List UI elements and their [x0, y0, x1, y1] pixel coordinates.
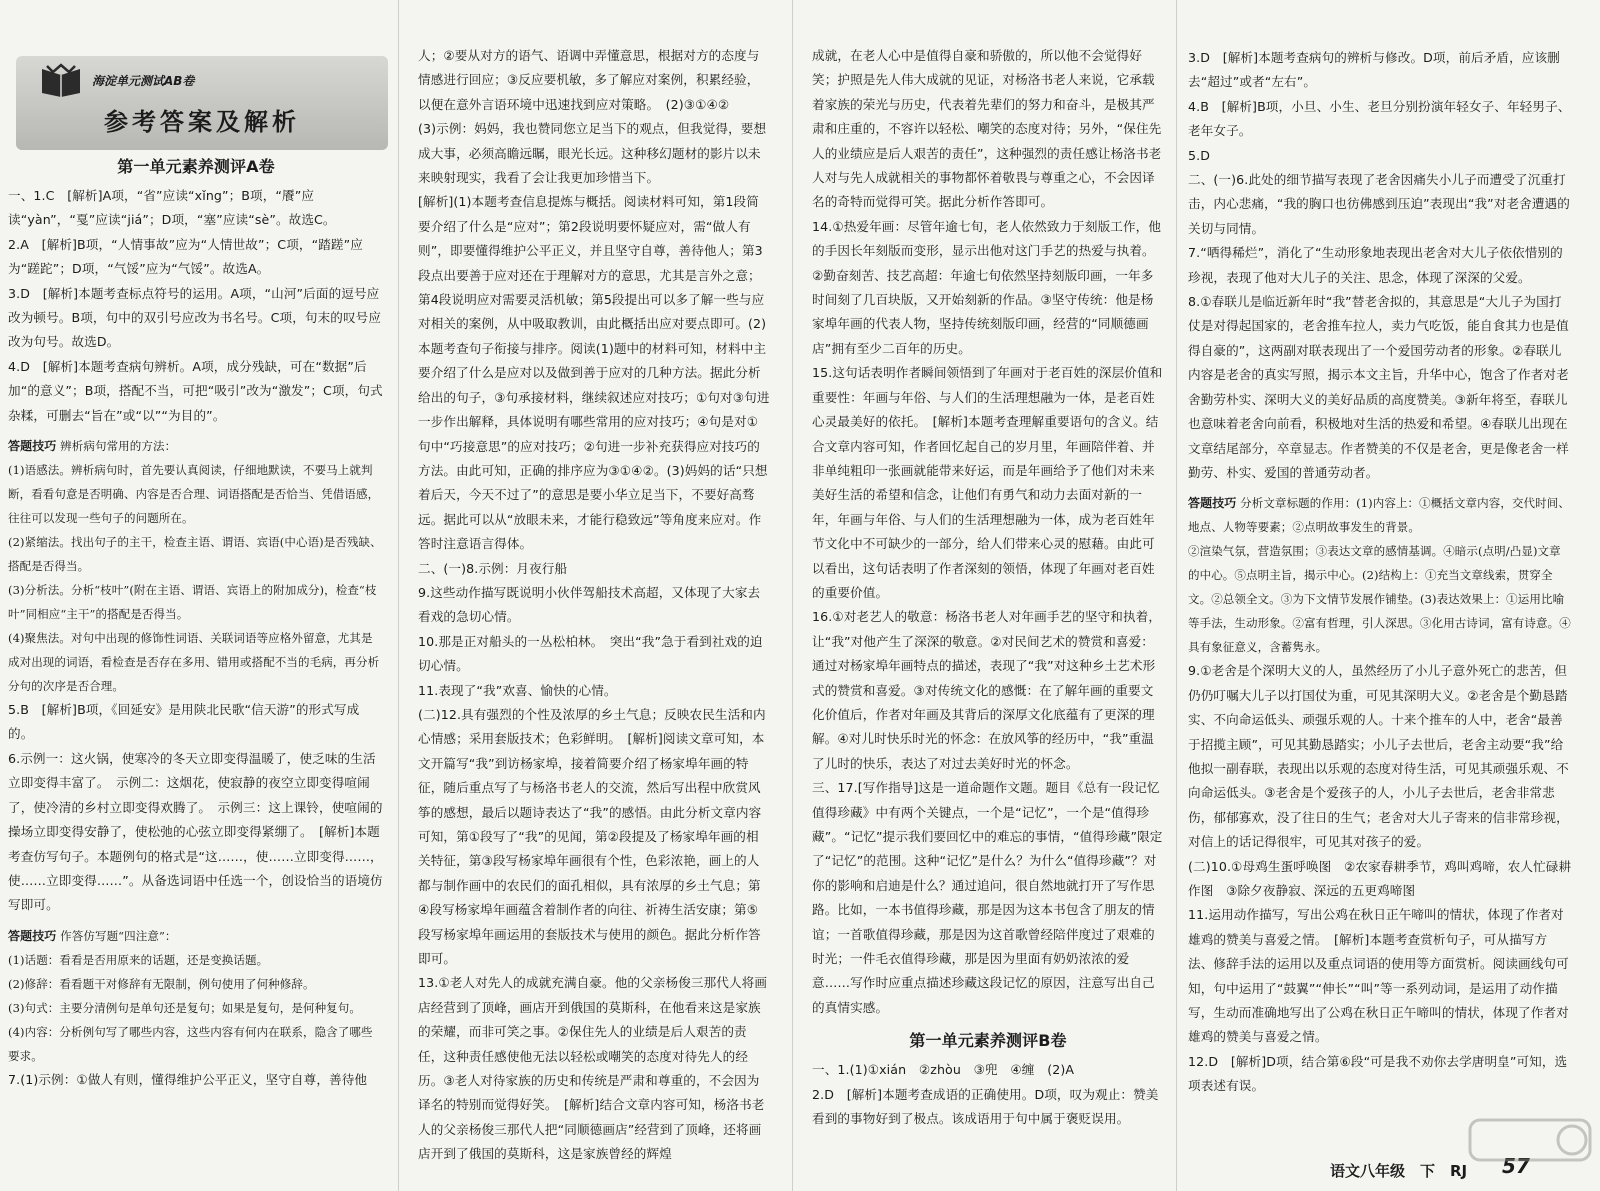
answer-b-7: 7.“哂得稀烂”，消化了“生动形象地表现出老舍对大儿子依依惜别的珍视，表现了他对大儿子的关注、思念，体现了深深的父爱。 — [1188, 245, 1563, 285]
tip-line: (4)内容：分析例句写了哪些内容，这些内容有何内在联系，隐含了哪些要求。 — [8, 1024, 373, 1063]
answer-b-2: 2.D [解析]本题考查成语的正确使用。D项，叹为观止：赞美看到的事物好到了极点。该成语用于句中属于褒贬误用。 — [812, 1086, 1159, 1127]
column-divider — [792, 0, 793, 1191]
column-1 — [8, 146, 384, 1186]
tip-box-title — [1188, 491, 1572, 659]
tip-line: (1)语感法。辨析病句时，首先要认真阅读，仔细地默读，不要马上就判断，看看句意是否明确、内容是否合理、词语搭配是否恰当、凭借语感，往往可以发现一些句子的问题所在。 — [8, 463, 380, 526]
column-divider — [398, 0, 399, 1191]
answer-b-11: 11.运用动作描写，写出公鸡在秋日正午啼叫的情状，体现了作者对雄鸡的赞美与喜爱之情。 [解析]本题考查赏析句子，可从描写方法、修辞手法的运用以及重点词语的使用等方面赏析。阅读画线句可知，句中运用了“鼓翼”“伸长”“叫”等一系列动词，是运用了动作描写，生动而准确地写出了公鸡在秋日正午啼叫的情状，体现了作者对雄鸡的赞美与喜爱之情。 — [1188, 907, 1569, 1045]
analysis-7: [解析](1)本题考查信息提炼与概括。阅读材料可知，第1段简要介绍了什么是“应对”；第2段说明要怀疑应对，需“做人有则”，即要懂得维护公平正义，并且坚守自尊，善待他人；第3段点出要善于应对还在于理解对方的意思，尤其是言外之意；第4段说明应对需要灵活机敏；第5段提出可以多了解一些与应对相关的案例，从中吸取教训，由此概括出应对要点即可。(2)本题考查句子衔接与排序。阅读(1)题中的材料可知，材料中主要介绍了什么是应对以及做到善于应对的几种方法。据此分析给出的句子，③句承接材料，继续叙述应对技巧；①句对③句进一步作出解释，具体说明有哪些常用的应对技巧；④句是对①句中“巧接意思”的应对技巧；②句进一步补充获得应对技巧的方法。由此可知，正确的排序应为③①④②。(3)妈妈的话“只想着后天，今天不过了”的意思是要小华立足当下，不要好高骛远。据此可以从“放眼未来，才能行稳致远”等角度来应对。作答时注意语言得体。 — [418, 194, 770, 552]
answer-6: 6.示例一：这火锅，使寒冷的冬天立即变得温暖了，使乏味的生活立即变得丰富了。 示例二：这烟花，使寂静的夜空立即变得喧闹了，使冷清的乡村立即变得欢腾了。 示例三：这上课铃，使喧闹的操场立即变得安静了，使松弛的心弦立即变得紧绷了。 [解析]本题考查仿写句子。本题例句的格式是“这……，使……立即变得……，使……立即变得……”。从备选词语中任选一个，创设恰当的语境仿写即可。 — [8, 750, 383, 913]
answer-b-1: 一、1.(1)①xián ②zhòu ③兜 ④缠 (2)A — [812, 1062, 1075, 1078]
answer-14: 14.①热爱年画：尽管年逾七旬，老人依然致力于刻版工作，他的手因长年刻版而变形，显示出他对这门手艺的热爱与执着。②勤奋刻苦、技艺高超：年逾七旬依然坚持刻版印画，一年多时间刻了几百块版，又开始刻新的作品。③坚守传统：他是杨家埠年画的代表人物，坚持传统刻版印画，经营的“同顺德画店”拥有至少二百年的历史。 — [812, 218, 1162, 356]
answer-b-8: 8.①春联儿是临近新年时“我”替老舍拟的，其意思是“大儿子为国打仗是对得起国家的，老舍推车拉人，卖力气吃饭，能自食其力也是值得自豪的”，这两副对联表现出了一个爱国劳动者的形象。②春联儿内容是老舍的真实写照，揭示本文主旨，升华中心，饱含了作者对老舍勤劳朴实、深明大义的美好品质的高度赞美。③新年将至，春联儿也意味着老舍向前看，积极地对生活的热爱和希望。④春联儿出现在文章结尾部分，卒章显志。作者赞美的不仅是老舍，更是像老舍一样勤劳、朴实、爱国的普通劳动者。 — [1188, 294, 1569, 480]
page-title: 参考答案及解析 — [104, 108, 300, 136]
answer-5: 5.B [解析]B项，《回延安》是用陕北民歌“信天游”的形式写成的。 — [8, 702, 360, 742]
answer-b-3: 3.D [解析]本题考查病句的辨析与修改。D项，前后矛盾，应该删去“超过”或者“左右”。 — [1188, 50, 1560, 90]
answer-7-cont: 人；②要从对方的语气、语调中弄懂意思，根据对方的态度与情感进行回应；③反应要机敏，多了解应对案例，积累经验，以便在意外言语环境中迅速找到应对策略。 (2)③①④② — [418, 48, 760, 112]
answer-b-12: 12.D [解析]D项，结合第⑥段“可是我不劝你去学唐明皇”可知，选项表述有误。 — [1188, 1053, 1568, 1094]
running-title: 语文八年级 下 RJ — [1330, 1162, 1468, 1180]
tip-box-sick-sentence — [8, 434, 384, 698]
answer-15: 15.这句话表明作者瞬间领悟到了年画对于老百姓的深层价值和重要性：年画与年俗、与人们的生活理想融为一体，是老百姓心灵最美好的依托。 [解析]本题考查理解重要语句的含义。结合文章内容可知，作者回忆起自己的岁月里，年画陪伴着、并非单纯粗印一张画就能带来好运，而是年画给予了他们对未来美好生活的希望和信念，让他们有勇气和动力去面对新的一年，年画与年俗、与人们的生活理想融为一体，成为老百姓年节文化中不可缺少的一部分，给人们带来心灵的慰藉。由此可以看出，这句话表明了作者深刻的领悟，体现了年画对老百姓的重要价值。 — [812, 365, 1163, 600]
answer-8: 二、(一)8.示例：月夜行船 — [418, 560, 568, 576]
answer-1: 一、1.C [解析]A项，“省”应读“xǐng”；B项，“餍”应读“yàn”，“戛”应读“jiá”；D项，“塞”应读“sè”。故选C。 — [8, 188, 336, 228]
answer-13: 13.①老人对先人的成就充满自豪。他的父亲杨俊三那代人将画店经营到了顶峰，画店开到俄国的莫斯科，在他看来这是家族的荣耀，而非可笑之事。②保住先人的业绩是后人艰苦的责任，这种责任感使他无法以轻松或嘲笑的态度对待先人的经历。③老人对待家族的历史和传统是严肃和尊重的，不会因为译名的特别而觉得好笑。 [解析]结合文章内容可知，杨洛书老人的父亲杨俊三那代人把“同顺德画店”经营到了顶峰，还将画店开到了俄国的莫斯科，这是家族曾经的辉煌 — [418, 975, 768, 1162]
tip-line: (2)修辞：看看题干对修辞有无限制，例句使用了何种修辞。 — [8, 976, 315, 991]
answer-4: 4.D [解析]本题考查病句辨析。A项，成分残缺，可在“数据”后加“的意义”；B项，搭配不当，可把“吸引”改为“激发”；C项，句式杂糅，可删去“旨在”或“以”“为目的”。 — [8, 358, 383, 423]
page-number: 57 — [1502, 1154, 1530, 1178]
answer-10: 10.那是正对船头的一丛松柏林。 突出“我”急于看到社戏的迫切心情。 — [418, 633, 763, 674]
tip-lead: 分析文章标题的作用：(1)内容上：①概括文章内容，交代时间、地点、人物等要素；②点明故事发生的背景。 — [1188, 496, 1570, 535]
answer-7: 7.(1)示例：①做人有则，懂得维护公平正义，坚守自尊，善待他 — [8, 1071, 368, 1087]
watermark-logo — [1468, 1116, 1592, 1186]
answer-16: 16.①对老艺人的敬意：杨洛书老人对年画手艺的坚守和执着，让“我”对他产生了深深的敬意。②对民间艺术的赞赏和喜爱：通过对杨家埠年画特点的描述，表现了“我”对这种乡土艺术形式的赞赏和喜爱。③对传统文化的感慨：在了解年画的重要文化价值后，作者对年画及其背后的深厚文化底蕴有了更深的理解。④对儿时快乐时光的怀念：在放风筝的经历中，“我”重温了儿时的快乐，表达了对过去美好时光的怀念。 — [812, 609, 1162, 771]
series-name: 海淀单元测试AB卷 — [92, 74, 195, 88]
answer-17: 三、17.[写作指导]这是一道命题作文题。题目《总有一段记忆值得珍藏》中有两个关键点，一个是“记忆”，一个是“值得珍藏”。“记忆”提示我们要回忆中的难忘的事情，“值得珍藏”限定了“记忆”的范围。这种“记忆”是什么？为什么“值得珍藏”？对你的影响和启迪是什么？通过追问，很自然地就打开了写作思路。比如，一本书值得珍藏，那是因为这本书包含了朋友的情谊；一首歌值得珍藏，那是因为这首歌曾经陪伴度过了艰难的时光；一件毛衣值得珍藏，那是因为里面有奶奶浓浓的爱意……写作时应重点描述珍藏这段记忆的原因，注意写出自己的真情实感。 — [812, 780, 1163, 1015]
answer-11: 11.表现了“我”欢喜、愉快的心情。 — [418, 682, 617, 698]
answer-7-3: (3)示例：妈妈，我也赞同您立足当下的观点，但我觉得，要想成大事，必须高瞻远瞩，眼光长远。这种移幻题材的影片以未来映射现实，我看了会让我更加珍惜当下。 — [418, 121, 767, 186]
answer-9: 9.这些动作描写既说明小伙伴驾船技术高超，又体现了大家去看戏的急切心情。 — [418, 584, 761, 625]
tip-line: (3)分析法。分析“枝叶”(附在主语、谓语、宾语上的附加成分)，检查“枝叶”同相应“主干”的搭配是否得当。 — [8, 583, 377, 622]
tip-line: ②渲染气氛，营造氛围；③表达文章的感情基调。④暗示(点明/凸显)文章的中心。⑤点明主旨，揭示中心。(2)结构上：①充当文章线索，贯穿全文。②总领全文。③为下文情节发展作铺垫。(3)表达效果上：①运用比喻等手法，生动形象。②富有哲理，引人深思。③化用古诗词，富有诗意。④具有象征意义，含蓄隽永。 — [1188, 544, 1571, 655]
answer-b-9: 9.①老舍是个深明大义的人，虽然经历了小儿子意外死亡的悲苦，但仍仍叮嘱大儿子以打国仗为重，可见其深明大义。②老舍是个勤恳踏实、不向命运低头、顽强乐观的人。十来个推车的人中，老舍“最善于招揽主顾”，可见其勤恳踏实；小儿子去世后，老舍主动要“我”给他拟一副春联，表现出以乐观的态度对待生活，可见其顽强乐观、不向命运低头。③老舍是个爱孩子的人，小儿子去世后，老舍非常悲伤，郁郁寡欢，没了往日的生气；老舍对大儿子寄来的信非常珍视，对信上的话记得很牢，可见其对孩子的爱。 — [1188, 663, 1569, 850]
tip-line: (3)句式：主要分清例句是单句还是复句；如果是复句，是何种复句。 — [8, 1000, 361, 1015]
column-2 — [418, 44, 770, 1162]
tip-heading: 答题技巧 — [1188, 496, 1237, 511]
section-title-b: 第一单元素养测评B卷 — [909, 1031, 1067, 1051]
section-title-a: 第一单元素养测评A卷 — [117, 157, 275, 176]
tip-lead: 辨析病句常用的方法： — [60, 439, 177, 454]
column-3 — [812, 44, 1164, 1134]
tip-heading: 答题技巧 — [8, 928, 57, 943]
answer-3: 3.D [解析]本题考查标点符号的运用。A项，“山河”后面的逗号应改为顿号。B项，句中的双引号应改为书名号。C项，句末的叹号应改为句号。故选D。 — [8, 285, 382, 350]
answer-13-cont: 成就，在老人心中是值得自豪和骄傲的，所以他不会觉得好笑；护照是先人伟大成就的见证，对杨洛书老人来说，它承载着家族的荣光与历史，代表着先辈们的努力和奋斗，是极其严肃和庄重的，不容许以轻松、嘲笑的态度对待；另外，“保住先人的业绩应是后人艰苦的责任”，这种强烈的责任感让杨洛书老人对与先人成就相关的事物都怀着敬畏与尊重之心，不会因译名的奇特而觉得可笑。据此分析作答即可。 — [812, 48, 1162, 210]
tip-line: (1)话题：看看是否用原来的话题，还是变换话题。 — [8, 952, 269, 967]
answer-b-10: (二)10.①母鸡生蛋呼唤图 ②农家春耕季节，鸡叫鸡啼，农人忙碌耕作图 ③除夕夜静寂、深远的五更鸡啼图 — [1188, 858, 1572, 898]
tip-heading: 答题技巧 — [8, 439, 57, 454]
answer-b-5: 5.D — [1188, 147, 1211, 163]
column-4 — [1188, 46, 1572, 1116]
answer-b-6: 二、(一)6.此处的细节描写表现了老舍因痛失小儿子而遭受了沉重打击，内心悲痛，“我的胸口也彷佛感到压迫”表现出“我”对老舍遭遇的关切与同情。 — [1188, 172, 1570, 236]
answer-12: (二)12.具有强烈的个性及浓厚的乡土气息；反映农民生活和内心情感；采用套版技术；色彩鲜明。 [解析]阅读文章可知，本文开篇写“我”到访杨家埠，接着简要介绍了杨家埠年画的特征，随后重点写了与杨洛书老人的交流，然后写出程中欣赏风筝的感想，最后以题诗表达了“我”的感悟。由此分析文章内容可知，第①段写了“我”的见闻，第②段提及了杨家埠年画的相关特征，第③段写杨家埠年画很有个性，色彩浓艳，画上的人都与制作画中的农民们的面孔相似，具有浓厚的乡土气息；第④段写杨家埠年画蕴含着制作者的向往、祈祷生活安康；第⑤段写杨家埠年画运用的套版技术与使用的颜色。据此分析作答即可。 — [418, 706, 766, 967]
answer-2: 2.A [解析]B项，“人情事故”应为“人情世故”；C项，“踏蹉”应为“蹉跎”；D项，“气馁”应为“气馁”。故选A。 — [8, 236, 363, 277]
tip-lead: 作答仿写题“四注意”： — [60, 928, 177, 943]
tip-line: (2)紧缩法。找出句子的主干，检查主语、谓语、宾语(中心语)是否残缺、搭配是否得当。 — [8, 535, 382, 574]
answer-b-4: 4.B [解析]B项，小旦、小生、老旦分别扮演年轻女子、年轻男子、老年女子。 — [1188, 98, 1571, 139]
book-logo-icon — [38, 62, 84, 98]
tip-box-imitation — [8, 924, 384, 1068]
tip-line: (4)聚焦法。对句中出现的修饰性词语、关联词语等应格外留意，尤其是成对出现的词语，看检查是否存在多用、错用或搭配不当的毛病，再分析分句的次序是否合理。 — [8, 631, 380, 694]
page-header — [16, 56, 388, 150]
column-divider — [1176, 0, 1177, 1191]
